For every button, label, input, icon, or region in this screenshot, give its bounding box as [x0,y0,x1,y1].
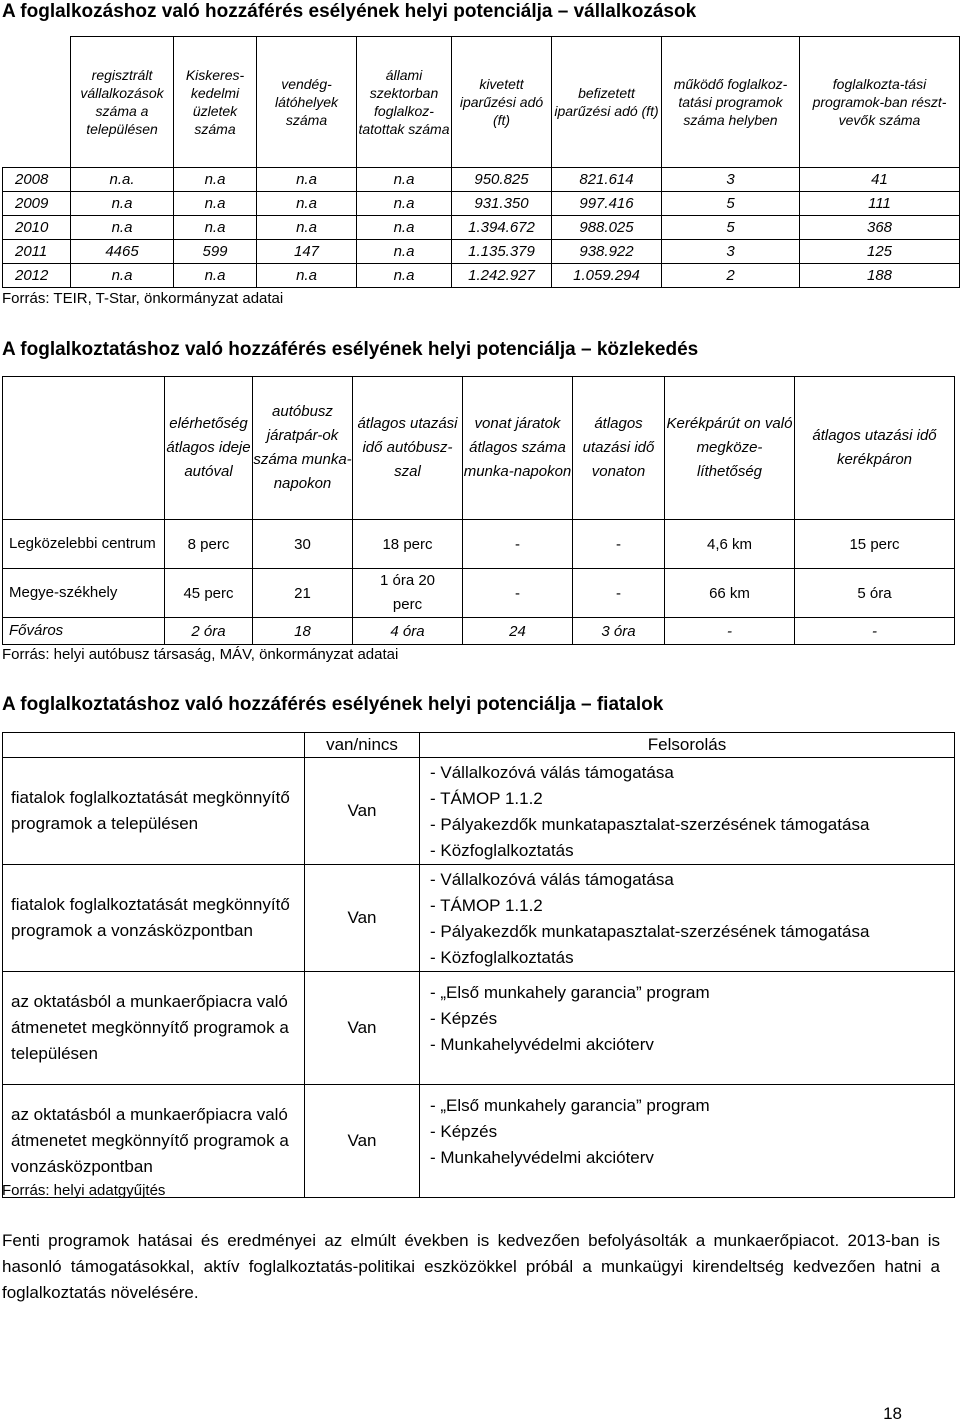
table-cell: 938.922 [552,240,662,264]
list-item: - Vállalkozóvá válás támogatása [430,870,674,889]
header-cell: átlagos utazási idő kerékpáron [795,377,955,520]
table-cell: 45 perc [165,569,253,618]
table-cell: - [573,520,665,569]
table-cell: 147 [257,240,357,264]
list-item: - Pályakezdők munkatapasztalat-szerzésének támogatása [430,815,870,834]
table-cell: 2 [662,264,800,288]
table-cell: 1.059.294 [552,264,662,288]
list-item: - Pályakezdők munkatapasztalat-szerzésének támogatása [430,922,870,941]
header-cell: elérhetőség átlagos ideje autóval [165,377,253,520]
header-cell: regisztrált vállalkozások száma a településen [71,37,174,168]
table-cell: 3 [662,240,800,264]
table-row [3,216,960,240]
table-cell: n.a. [71,168,174,192]
table-cell: Van [305,865,420,972]
table-cell: 950.825 [452,168,552,192]
table-cell: 4 óra [353,618,463,645]
table-cell: 1.135.379 [452,240,552,264]
table-cell: n.a [71,192,174,216]
table-cell: 5 [662,216,800,240]
table-header-row [3,733,955,758]
table-cell: 1.394.672 [452,216,552,240]
header-cell: Kiskeres-kedelmi üzletek száma [174,37,257,168]
section3-source: Forrás: helyi adatgyűjtés [2,1182,166,1199]
header-cell: állami szektorban foglalkoz-tatottak száma [357,37,452,168]
table-cell: n.a [71,264,174,288]
table-cell: n.a [357,240,452,264]
header-cell: autóbusz járatpár-ok száma munka-napokon [253,377,353,520]
header-cell: befizetett iparűzési adó (ft) [552,37,662,168]
table-cell: 111 [800,192,960,216]
header-cell: átlagos utazási idő autóbusz-szal [353,377,463,520]
table-cell: - [573,569,665,618]
table-cell: 188 [800,264,960,288]
page-number: 18 [883,1404,902,1423]
table-cell: - [665,618,795,645]
body-paragraph: Fenti programok hatásai és eredményei az elmúlt években is kedvezően befolyásolták a munkaerőpiacot. 2013-ban is hasonló támogatásokkal, aktív foglalkoztatás-politikai eszközökkel próbál a munkaügyi kirendeltség kedvezően hatni a foglalkoztatás növelésére. [2,1231,940,1302]
table-cell: 997.416 [552,192,662,216]
row-label: Főváros [3,618,165,645]
table-cell: 21 [253,569,353,618]
table-cell: 5 óra [795,569,955,618]
table-cell: n.a [174,216,257,240]
table-cell: 1 óra 20 perc [353,569,463,618]
table-cell: 821.614 [552,168,662,192]
table-cell: 3 [662,168,800,192]
table-row [3,865,955,972]
table-cell: 988.025 [552,216,662,240]
table-cell: 30 [253,520,353,569]
list-item: - Képzés [430,1122,498,1141]
table-row [3,1085,955,1198]
table-cell: Van [305,758,420,865]
table-cell: 24 [463,618,573,645]
table-cell: n.a [357,264,452,288]
header-cell: kivetett iparűzési adó (ft) [452,37,552,168]
table-cell: 2 óra [165,618,253,645]
transport-table [2,376,955,645]
table-cell: 18 perc [353,520,463,569]
table-row [3,972,955,1085]
table-cell: Van [305,1085,420,1198]
list-item: - TÁMOP 1.1.2 [430,789,543,808]
table-cell: Van [305,972,420,1085]
list-item: - TÁMOP 1.1.2 [430,896,543,915]
year-cell: 2011 [3,240,71,264]
table-cell: n.a [257,216,357,240]
table-cell: 599 [174,240,257,264]
table-cell: 4,6 km [665,520,795,569]
header-cell: van/nincs [305,733,420,758]
table-cell: n.a [257,168,357,192]
list-item: - Vállalkozóvá válás támogatása [430,763,674,782]
row-label: Megye-székhely [3,569,165,618]
row-label: az oktatásból a munkaerőpiacra való átmenetet megkönnyítő programok a településen [3,972,305,1085]
table-row [3,569,955,618]
list-item: - „Első munkahely garancia” program [430,983,710,1002]
table-row [3,240,960,264]
year-cell: 2008 [3,168,71,192]
program-list [420,865,955,972]
list-item: - Közfoglalkoztatás [430,841,574,860]
youth-table [2,732,955,1198]
section3-title: A foglalkoztatáshoz való hozzáférés esélyének helyi potenciálja – fiatalok [2,694,664,715]
year-cell: 2009 [3,192,71,216]
table-cell: 18 [253,618,353,645]
table-cell: 41 [800,168,960,192]
header-cell: Felsorolás [420,733,955,758]
row-label: Legközelebbi centrum [3,520,165,569]
header-cell-blank [3,733,305,758]
table-cell: 15 perc [795,520,955,569]
table-cell: 3 óra [573,618,665,645]
table-cell: n.a [71,216,174,240]
section1-source: Forrás: TEIR, T-Star, önkormányzat adatai [2,290,284,307]
program-list [420,1085,955,1198]
table-cell: - [795,618,955,645]
enterprises-table [2,36,960,288]
table-row [3,192,960,216]
table-row [3,168,960,192]
header-cell: Kerékpárút on való megköze-líthetőség [665,377,795,520]
table-cell: 125 [800,240,960,264]
row-label: fiatalok foglalkoztatását megkönnyítő programok a vonzásközpontban [3,865,305,972]
list-item: - Képzés [430,1009,498,1028]
table-cell: n.a [357,168,452,192]
table-row [3,618,955,645]
section2-title: A foglalkoztatáshoz való hozzáférés esélyének helyi potenciálja – közlekedés [2,339,699,360]
table-header-row [3,377,955,520]
program-list [420,972,955,1085]
section2-source: Forrás: helyi autóbusz társaság, MÁV, önkormányzat adatai [2,646,399,663]
table-cell: 66 km [665,569,795,618]
table-cell: 8 perc [165,520,253,569]
header-cell-blank [3,37,71,168]
table-cell: n.a [257,192,357,216]
table-cell: n.a [174,192,257,216]
list-item: - Munkahelyvédelmi akcióterv [430,1148,654,1167]
table-cell: n.a [257,264,357,288]
table-cell: - [463,520,573,569]
list-item: - Munkahelyvédelmi akcióterv [430,1035,654,1054]
header-cell-blank [3,377,165,520]
table-cell: n.a [357,216,452,240]
table-cell: n.a [174,264,257,288]
row-label: az oktatásból a munkaerőpiacra való átmenetet megkönnyítő programok a vonzásközpontban [3,1085,305,1198]
header-cell: átlagos utazási idő vonaton [573,377,665,520]
header-cell: működő foglalkoz-tatási programok száma helyben [662,37,800,168]
list-item: - Közfoglalkoztatás [430,948,574,967]
table-cell: 1.242.927 [452,264,552,288]
section1-title: A foglalkozáshoz való hozzáférés esélyének helyi potenciálja – vállalkozások [2,1,697,22]
table-cell: n.a [357,192,452,216]
table-row [3,264,960,288]
year-cell: 2010 [3,216,71,240]
table-cell: n.a [174,168,257,192]
header-cell: vendég-látóhelyek száma [257,37,357,168]
row-label: fiatalok foglalkoztatását megkönnyítő programok a településen [3,758,305,865]
program-list [420,758,955,865]
table-cell: - [463,569,573,618]
list-item: - „Első munkahely garancia” program [430,1096,710,1115]
header-cell: foglalkozta-tási programok-ban részt-vevők száma [800,37,960,168]
year-cell: 2012 [3,264,71,288]
table-row [3,758,955,865]
table-cell: 4465 [71,240,174,264]
table-row [3,520,955,569]
table-cell: 931.350 [452,192,552,216]
table-header-row [3,37,960,168]
table-cell: 368 [800,216,960,240]
table-cell: 5 [662,192,800,216]
header-cell: vonat járatok átlagos száma munka-napokon [463,377,573,520]
